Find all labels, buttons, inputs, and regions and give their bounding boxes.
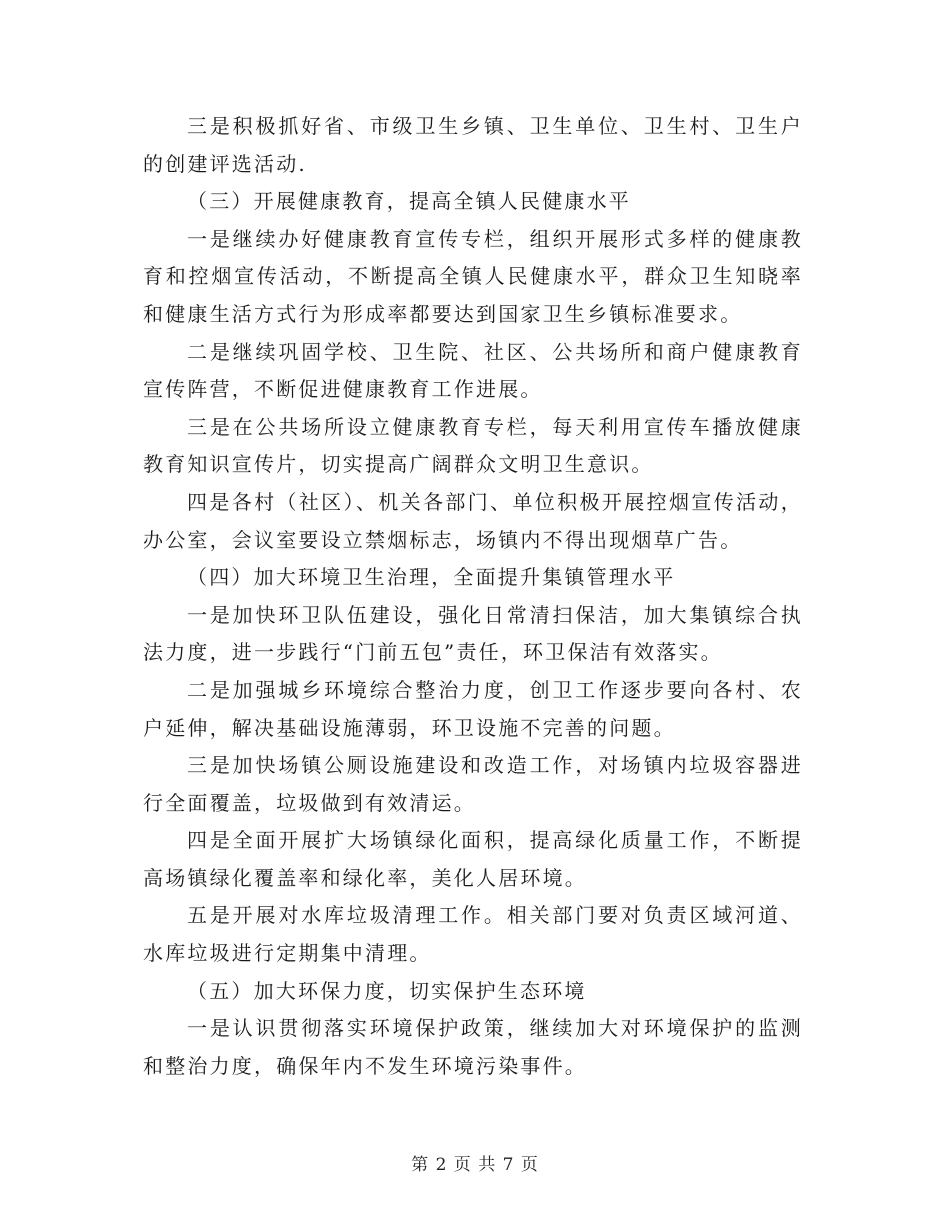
paragraph: 三是积极抓好省、市级卫生乡镇、卫生单位、卫生村、卫生户的创建评选活动. (143, 114, 803, 176)
section-heading: （四）加大环境卫生治理，全面提升集镇管理水平 (187, 565, 676, 590)
paragraph: 四是全面开展扩大场镇绿化面积，提高绿化质量工作，不断提高场镇绿化覆盖率和绿化率，美化人居环境。 (143, 828, 803, 890)
section-heading: （五）加大环保力度，切实保护生态环境 (187, 978, 587, 1003)
paragraph: 一是认识贯彻落实环境保护政策，继续加大对环境保护的监测和整治力度，确保年内不发生环境污染事件。 (143, 1016, 803, 1078)
paragraph: 五是开展对水库垃圾清理工作。相关部门要对负责区域河道、水库垃圾进行定期集中清理。 (143, 903, 803, 966)
paragraph: 二是继续巩固学校、卫生院、社区、公共场所和商户健康教育宣传阵营，不断促进健康教育工作进展。 (143, 339, 803, 402)
paragraph: 一是继续办好健康教育宣传专栏，组织开展形式多样的健康教育和控烟宣传活动，不断提高全镇人民健康水平，群众卫生知晓率和健康生活方式行为形成率都要达到国家卫生乡镇标准要求。 (143, 226, 803, 326)
paragraph: 三是加快场镇公厕设施建设和改造工作，对场镇内垃圾容器进行全面覆盖，垃圾做到有效清运。 (143, 753, 803, 815)
document-body (143, 108, 803, 1085)
paragraph: 三是在公共场所设立健康教育专栏，每天利用宣传车播放健康教育知识宣传片，切实提高广阔群众文明卫生意识。 (143, 414, 803, 477)
page-number-footer: 第 2 页 共 7 页 (411, 1155, 539, 1175)
paragraph: 二是加强城乡环境综合整治力度，创卫工作逐步要向各村、农户延伸，解决基础设施薄弱，环卫设施不完善的问题。 (143, 677, 803, 740)
section-heading: （三）开展健康教育，提高全镇人民健康水平 (187, 189, 631, 214)
paragraph: 四是各村（社区）、机关各部门、单位积极开展控烟宣传活动，办公室，会议室要设立禁烟标志，场镇内不得出现烟草广告。 (143, 489, 803, 552)
paragraph: 一是加快环卫队伍建设，强化日常清扫保洁，加大集镇综合执法力度，进一步践行“门前五包”责任，环卫保洁有效落实。 (143, 602, 803, 665)
